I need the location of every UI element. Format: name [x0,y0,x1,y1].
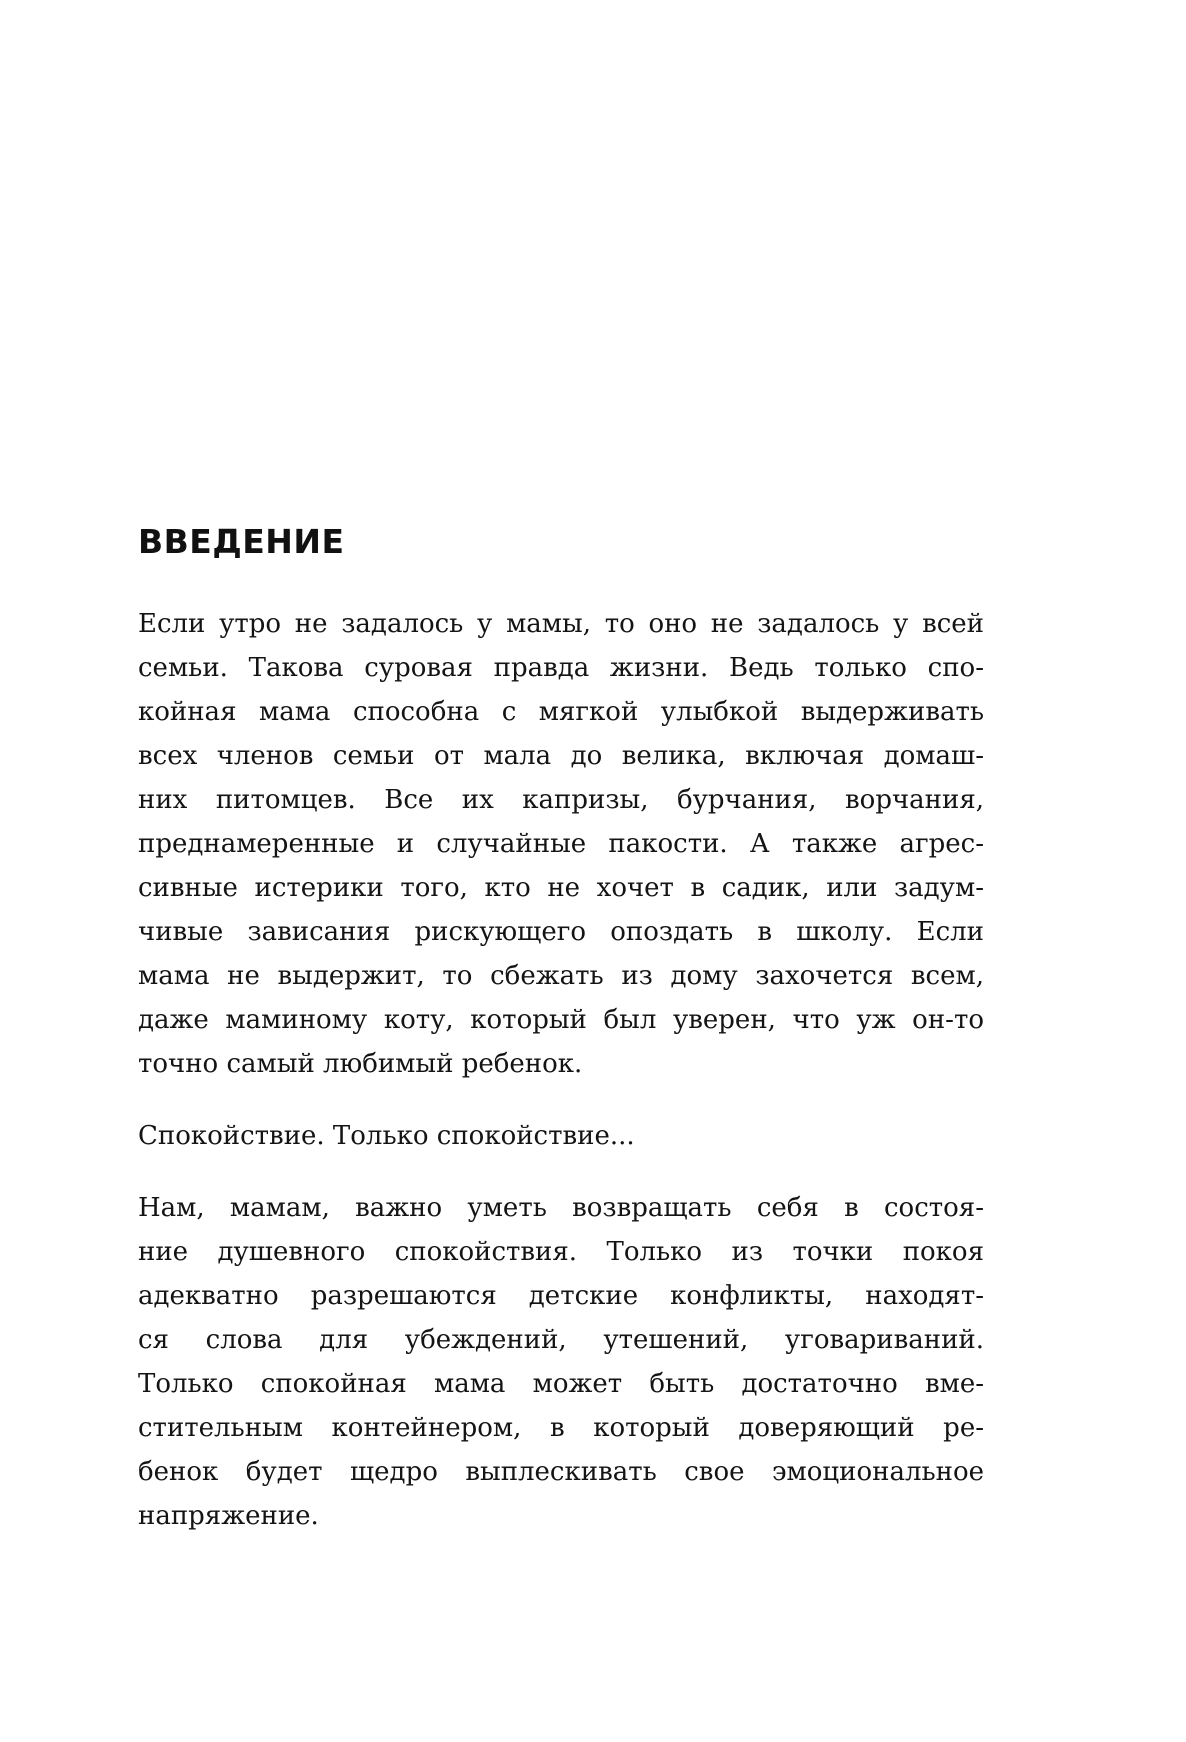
text-line: Если утро не задалось у мамы, то оно не задалось у всей [138,609,984,639]
paragraph-2 [138,1114,984,1158]
text-line: бенок будет щедро выплескивать свое эмоциональное [138,1457,984,1487]
text-line: Нам, мамам, важно уметь возвращать себя в состоя- [138,1193,984,1223]
text-line: чивые зависания рискующего опоздать в школу. Если [138,917,984,947]
text-line: семьи. Такова суровая правда жизни. Ведь только спо- [138,653,984,683]
paragraph-1 [138,602,984,1086]
text-line: точно самый любимый ребенок. [138,1049,583,1079]
paragraph-3 [138,1186,984,1538]
text-line: адекватно разрешаются детские конфликты, находят- [138,1281,984,1311]
text-line: сивные истерики того, кто не хочет в садик, или задум- [138,873,984,903]
text-line: Спокойствие. Только спокойствие... [138,1121,635,1151]
text-line: даже маминому коту, который был уверен, что уж он-то [138,1005,984,1035]
text-line: койная мама способна с мягкой улыбкой выдерживать [138,697,984,727]
text-line: преднамеренные и случайные пакости. А также агрес- [138,829,984,859]
text-line: Только спокойная мама может быть достаточно вме- [138,1369,984,1399]
text-line: мама не выдержит, то сбежать из дому захочется всем, [138,961,984,991]
text-line: напряжение. [138,1501,319,1531]
text-line: ние душевного спокойствия. Только из точки покоя [138,1237,984,1267]
text-line: стительным контейнером, в который доверяющий ре- [138,1413,984,1443]
text-line: них питомцев. Все их капризы, бурчания, ворчания, [138,785,984,815]
text-line: всех членов семьи от мала до велика, включая домаш- [138,741,984,771]
text-line: ся слова для убеждений, утешений, уговариваний. [138,1325,984,1355]
page-content [138,522,984,1566]
chapter-heading: ВВЕДЕНИЕ [138,522,345,561]
